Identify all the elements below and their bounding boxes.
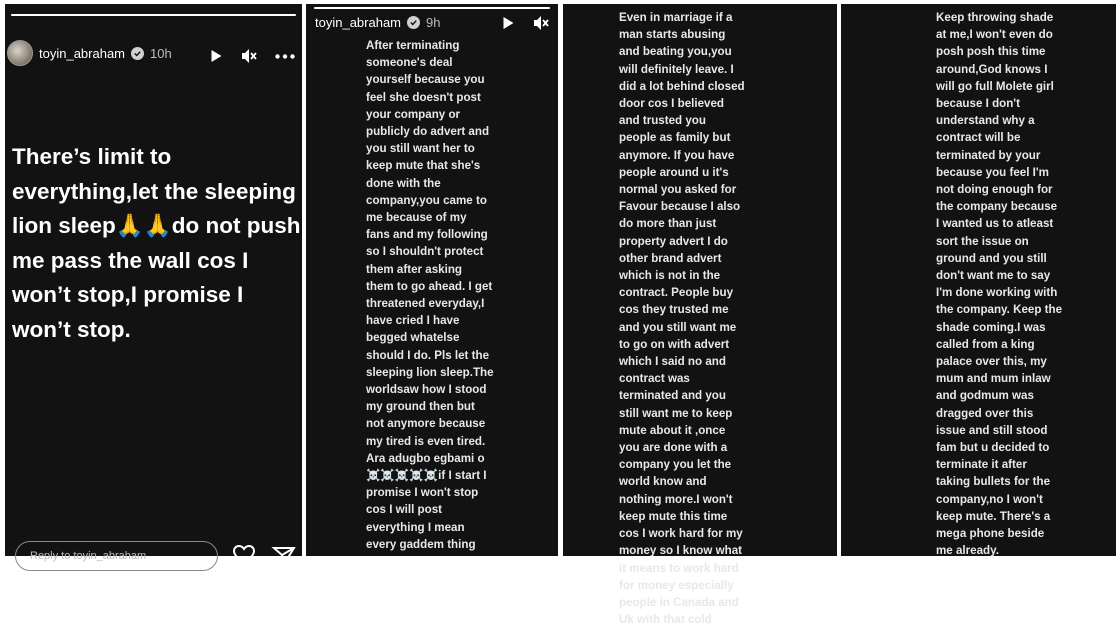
story-progress-bar [11,14,296,16]
story-panel-4[interactable] [841,4,1116,556]
story-progress-bar [314,7,550,9]
story-panel-3[interactable] [563,4,837,627]
play-icon[interactable] [502,16,515,30]
story-progress-fill [314,7,550,9]
story-header [7,40,172,66]
story-text: Even in marriage if a man starts abusing and beating you,you will definitely leave. I did a lot behind closed door cos I believed and trusted you people as family but anymore. If you have people around u it's normal you asked for Favour because I also do more than just property advert I do other brand advert which is not in the contract. People buy cos they trusted me and you still want me to go on with advert which I said no and contract was terminated and you still want me to keep mute about it ,once you are done with a company you let the world know and nothing more.I won't keep mute this time cos I work hard for my money so I know what it means to work hard for money especially people in Canada and Uk with that cold [619,11,745,627]
username[interactable]: toyin_abraham [39,45,125,61]
play-icon[interactable] [210,49,223,63]
mute-icon[interactable] [241,48,258,64]
avatar[interactable] [7,40,33,66]
story-caption: There’s limit to everything,let the sleeping lion sleep🙏🙏do not push me pass the wall cos I won’t stop,I promise I won’t stop. [12,144,301,342]
story-text: Keep throwing shade at me,I won't even do posh posh this time around,God knows I will go full Molete girl because I don't understand why a contract will be terminated by your because you feel I'm not doing enough for the company because I wanted us to atleast sort the issue on ground and you still don't want me to say I'm done working with the company. Keep the shade coming.I was called from a king palace over this, my mum and mum inlaw and godmum was dragged over this issue and still stood fam but u decided to terminate it after taking bullets for the company,no I won't keep mute. There's a mega phone beside me already. [936,11,1063,558]
mute-icon[interactable] [533,15,550,31]
send-icon[interactable] [273,546,295,571]
story-progress-fill [11,14,296,16]
reply-input[interactable] [15,541,218,571]
verified-badge-icon [131,47,144,60]
username[interactable]: toyin_abraham [315,15,401,30]
more-icon[interactable] [275,54,295,59]
story-panel-1[interactable] [5,4,302,556]
story-panel-2[interactable] [306,4,558,556]
story-text: After terminating someone's deal yourself because you feel she doesn't post your company or publicly do advert and you still want her to keep mute that she's done with the company,you came to me because of my fans and my following so I shouldn't protect them after asking them to go ahead. I get threatened everyday,I have cried I have begged whatelse should I do. Pls let the sleeping lion sleep.The worldsaw how I stood my ground then but not anymore because my tired is even tired. Ara adugbo egbami o ☠️☠️☠️☠️☠️if I start I promise I won't stop cos I will post everything I mean every gaddem thing [366,39,494,551]
post-time: 10h [150,45,172,61]
heart-icon[interactable] [233,545,255,570]
verified-badge-icon [407,16,420,29]
post-time: 9h [426,15,441,30]
story-header [315,15,440,30]
